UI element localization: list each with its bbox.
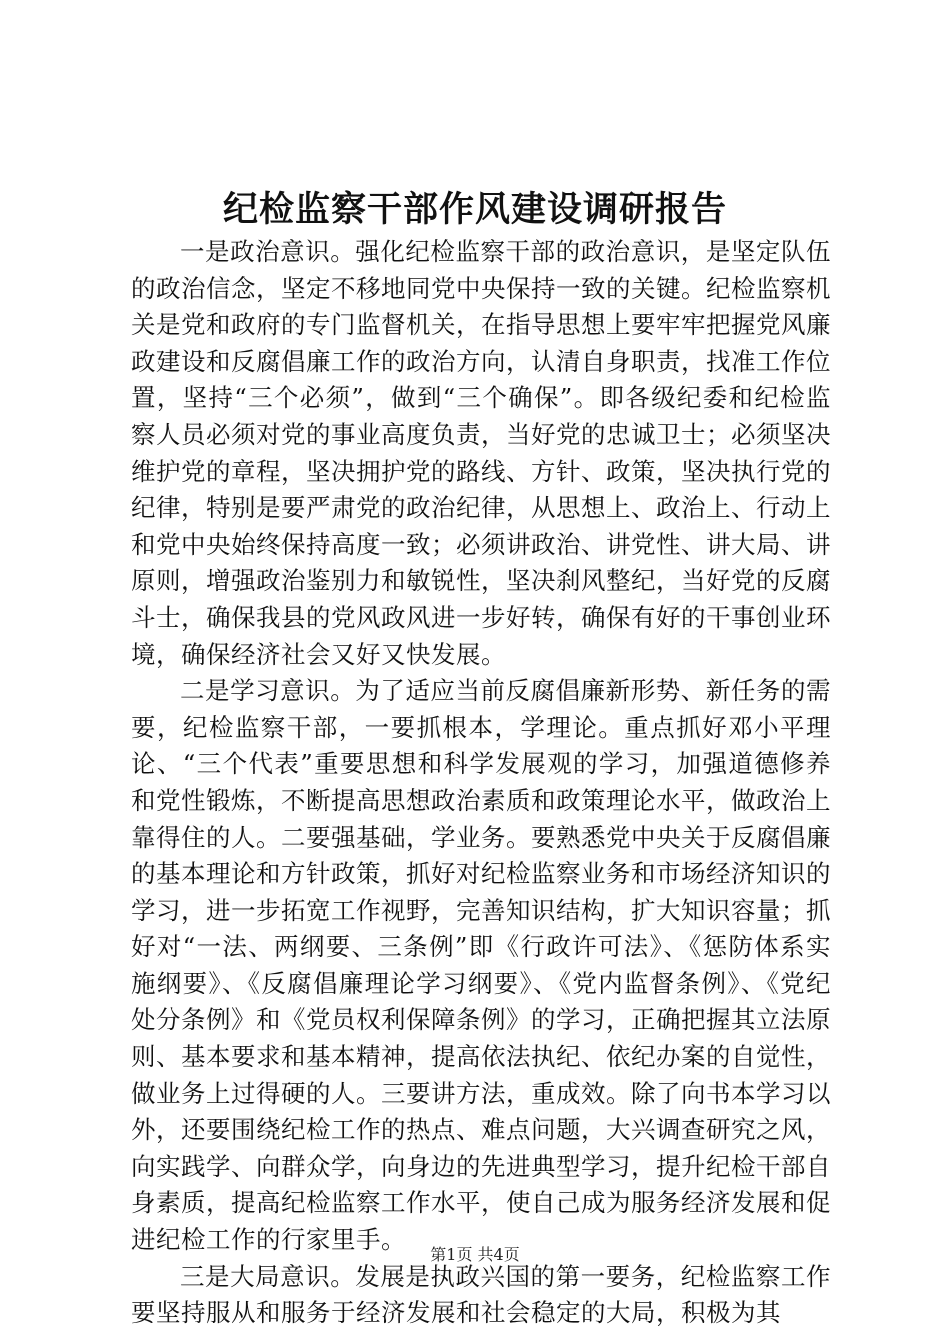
paragraph-overall-awareness: 三是大局意识。发展是执政兴国的第一要务，纪检监察工作要坚持服从和服务于经济发展和社会稳定的大局，积极为其 bbox=[131, 1261, 831, 1328]
document-title: 纪检监察干部作风建设调研报告 bbox=[222, 189, 727, 230]
page-footer: 第1页 共4页 bbox=[430, 1245, 520, 1264]
document-body bbox=[131, 234, 831, 1332]
paragraph-learning-awareness: 二是学习意识。为了适应当前反腐倡廉新形势、新任务的需要，纪检监察干部，一要抓根本，学理论。重点抓好邓小平理论、“三个代表”重要思想和科学发展观的学习，加强道德修养和党性锻炼，不断提高思想政治素质和政策理论水平，做政治上靠得住的人。二要强基础，学业务。要熟悉党中央关于反腐倡廉的基本理论和方针政策，抓好对纪检监察业务和市场经济知识的学习，进一步拓宽工作视野，完善知识结构，扩大知识容量；抓好对“一法、两纲要、三条例”即《行政许可法》、《惩防体系实施纲要》、《反腐倡廉理论学习纲要》、《党内监督条例》、《党纪处分条例》和《党员权利保障条例》的学习，正确把握其立法原则、基本要求和基本精神，提高依法执纪、依纪办案的自觉性，做业务上过得硬的人。三要讲方法，重成效。除了向书本学习以外，还要围绕纪检工作的热点、难点问题，大兴调查研究之风，向实践学、向群众学，向身边的先进典型学习，提升纪检干部自身素质，提高纪检监察工作水平，使自己成为服务经济发展和促进纪检工作的行家里手。 bbox=[131, 676, 831, 1255]
paragraph-political-awareness: 一是政治意识。强化纪检监察干部的政治意识，是坚定队伍的政治信念，坚定不移地同党中央保持一致的关键。纪检监察机关是党和政府的专门监督机关，在指导思想上要牢牢把握党风廉政建设和反腐倡廉工作的政治方向，认清自身职责，找准工作位置，坚持“三个必须”，做到“三个确保”。即各级纪委和纪检监察人员必须对党的事业高度负责，当好党的忠诚卫士；必须坚决维护党的章程，坚决拥护党的路线、方针、政策，坚决执行党的纪律，特别是要严肃党的政治纪律，从思想上、政治上、行动上和党中央始终保持高度一致；必须讲政治、讲党性、讲大局、讲原则，增强政治鉴别力和敏锐性，坚决刹风整纪，当好党的反腐斗士，确保我县的党风政风进一步好转，确保有好的干事创业环境，确保经济社会又好又快发展。 bbox=[131, 237, 831, 669]
